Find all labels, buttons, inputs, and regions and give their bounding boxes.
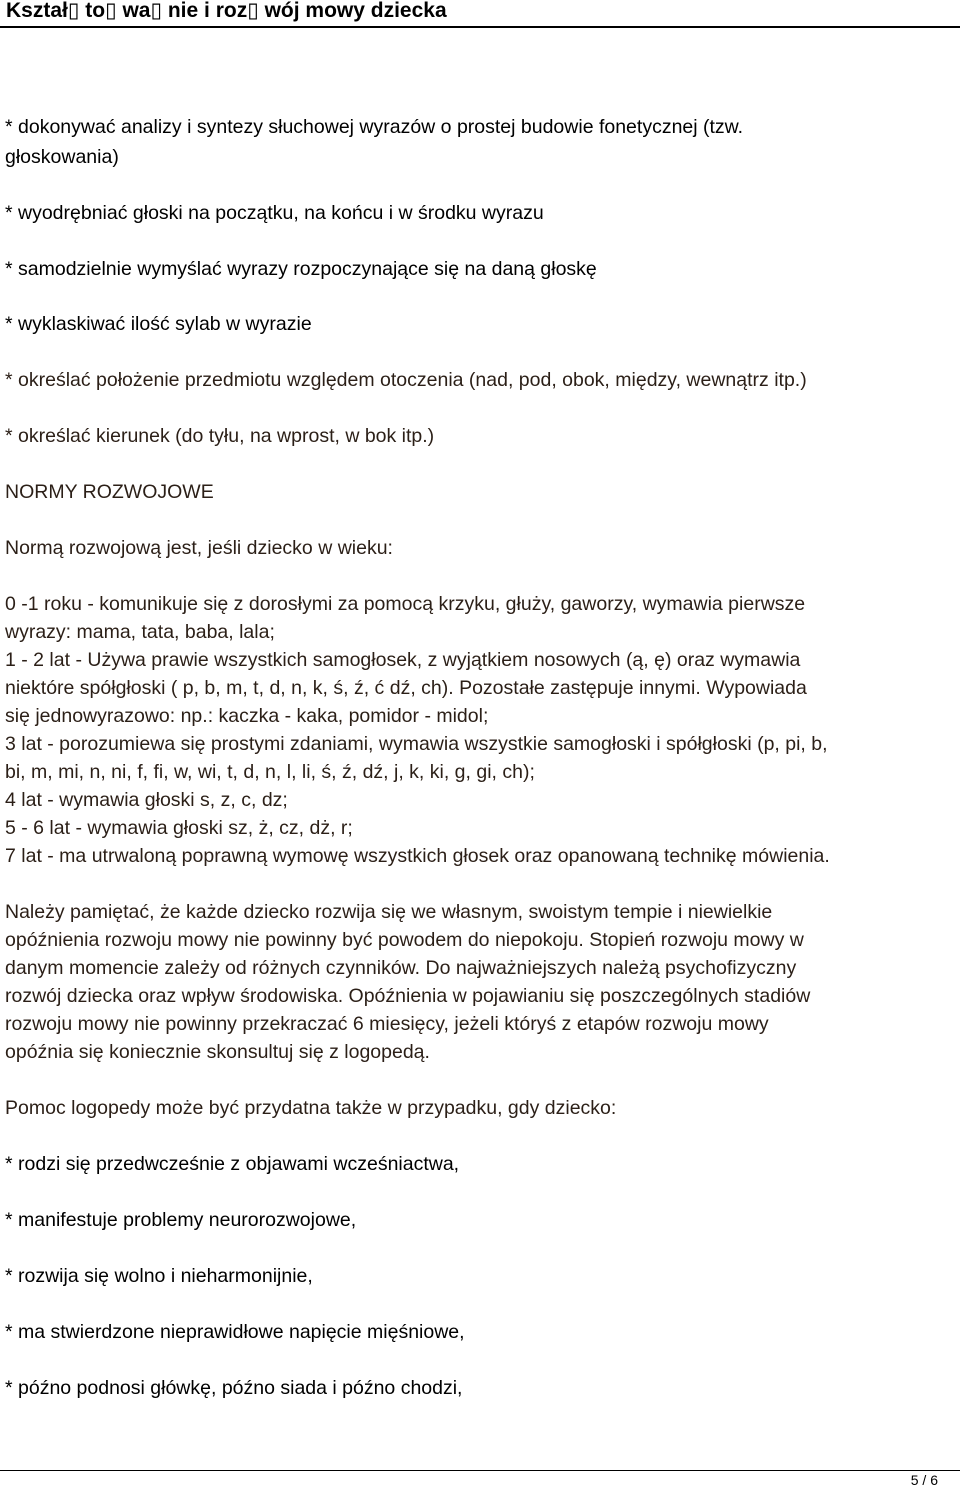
- help-item: * późno podnosi główkę, późno siada i późno chodzi,: [5, 1377, 463, 1399]
- norms-heading: NORMY ROZWOJOWE: [5, 481, 214, 503]
- skills-line: * dokonywać analizy i syntezy słuchowej wyrazów o prostej budowie fonetycznej (tzw.: [5, 116, 744, 138]
- help-item: * ma stwierdzone nieprawidłowe napięcie mięśniowe,: [5, 1321, 465, 1343]
- note-line: opóźnienia rozwoju mowy nie powinny być powodem do niepokoju. Stopień rozwoju mowy w: [5, 929, 804, 951]
- header-divider: [0, 26, 960, 28]
- norms-line: wyrazy: mama, tata, baba, lala;: [5, 621, 275, 643]
- norms-line: 0 -1 roku - komunikuje się z dorosłymi za pomocą krzyku, głuży, gaworzy, wymawia pierwsze: [5, 593, 806, 615]
- footer-divider: [0, 1470, 960, 1471]
- page-number: 5 / 6: [910, 1472, 938, 1488]
- help-item: * manifestuje problemy neurorozwojowe,: [5, 1209, 357, 1231]
- note-line: danym momencie zależy od różnych czynników. Do najważniejszych należą psychofizyczny: [5, 957, 797, 979]
- skills-line: głoskowania): [5, 146, 119, 168]
- norms-intro: Normą rozwojową jest, jeśli dziecko w wieku:: [5, 537, 393, 559]
- help-item: * rodzi się przedwcześnie z objawami wcześniactwa,: [5, 1153, 460, 1175]
- note-line: rozwoju mowy nie powinny przekraczać 6 miesięcy, jeżeli któryś z etapów rozwoju mowy: [5, 1013, 769, 1035]
- skills-line: * określać kierunek (do tyłu, na wprost, w bok itp.): [5, 425, 435, 447]
- skills-line: * określać położenie przedmiotu względem otoczenia (nad, pod, obok, między, wewnątrz itp.): [5, 369, 807, 391]
- norms-line: niektóre spółgłoski ( p, b, m, t, d, n, k, ś, ź, ć dź, ch). Pozostałe zastępuje innymi. Wypowiada: [5, 677, 807, 699]
- norms-line: 5 - 6 lat - wymawia głoski sz, ż, cz, dż, r;: [5, 817, 353, 839]
- norms-line: 3 lat - porozumiewa się prostymi zdaniami, wymawia wszystkie samogłoski i spółgłoski (p, pi, b,: [5, 733, 828, 755]
- note-line: Należy pamiętać, że każde dziecko rozwija się we własnym, swoistym tempie i niewielkie: [5, 901, 773, 923]
- norms-line: 4 lat - wymawia głoski s, z, c, dz;: [5, 789, 288, 811]
- skills-line: * samodzielnie wymyślać wyrazy rozpoczynające się na daną głoskę: [5, 258, 597, 280]
- document-title: Kształ▯ to▯ wa▯ nie i roz▯ wój mowy dziecka: [6, 0, 447, 22]
- note-line: opóźnia się koniecznie skonsultuj się z logopedą.: [5, 1041, 430, 1063]
- skills-line: * wyklaskiwać ilość sylab w wyrazie: [5, 313, 312, 335]
- norms-line: się jednowyrazowo: np.: kaczka - kaka, pomidor - midol;: [5, 705, 489, 727]
- help-intro: Pomoc logopedy może być przydatna także w przypadku, gdy dziecko:: [5, 1097, 617, 1119]
- help-item: * rozwija się wolno i nieharmonijnie,: [5, 1265, 313, 1287]
- norms-line: 1 - 2 lat - Używa prawie wszystkich samogłosek, z wyjątkiem nosowych (ą, ę) oraz wymawia: [5, 649, 801, 671]
- norms-line: 7 lat - ma utrwaloną poprawną wymowę wszystkich głosek oraz opanowaną technikę mówienia.: [5, 845, 830, 867]
- note-line: rozwój dziecka oraz wpływ środowiska. Opóźnienia w pojawianiu się poszczególnych stadiów: [5, 985, 811, 1007]
- skills-line: * wyodrębniać głoski na początku, na końcu i w środku wyrazu: [5, 202, 544, 224]
- norms-line: bi, m, mi, n, ni, f, fi, w, wi, t, d, n, l, li, ś, ź, dź, j, k, ki, g, gi, ch);: [5, 761, 535, 783]
